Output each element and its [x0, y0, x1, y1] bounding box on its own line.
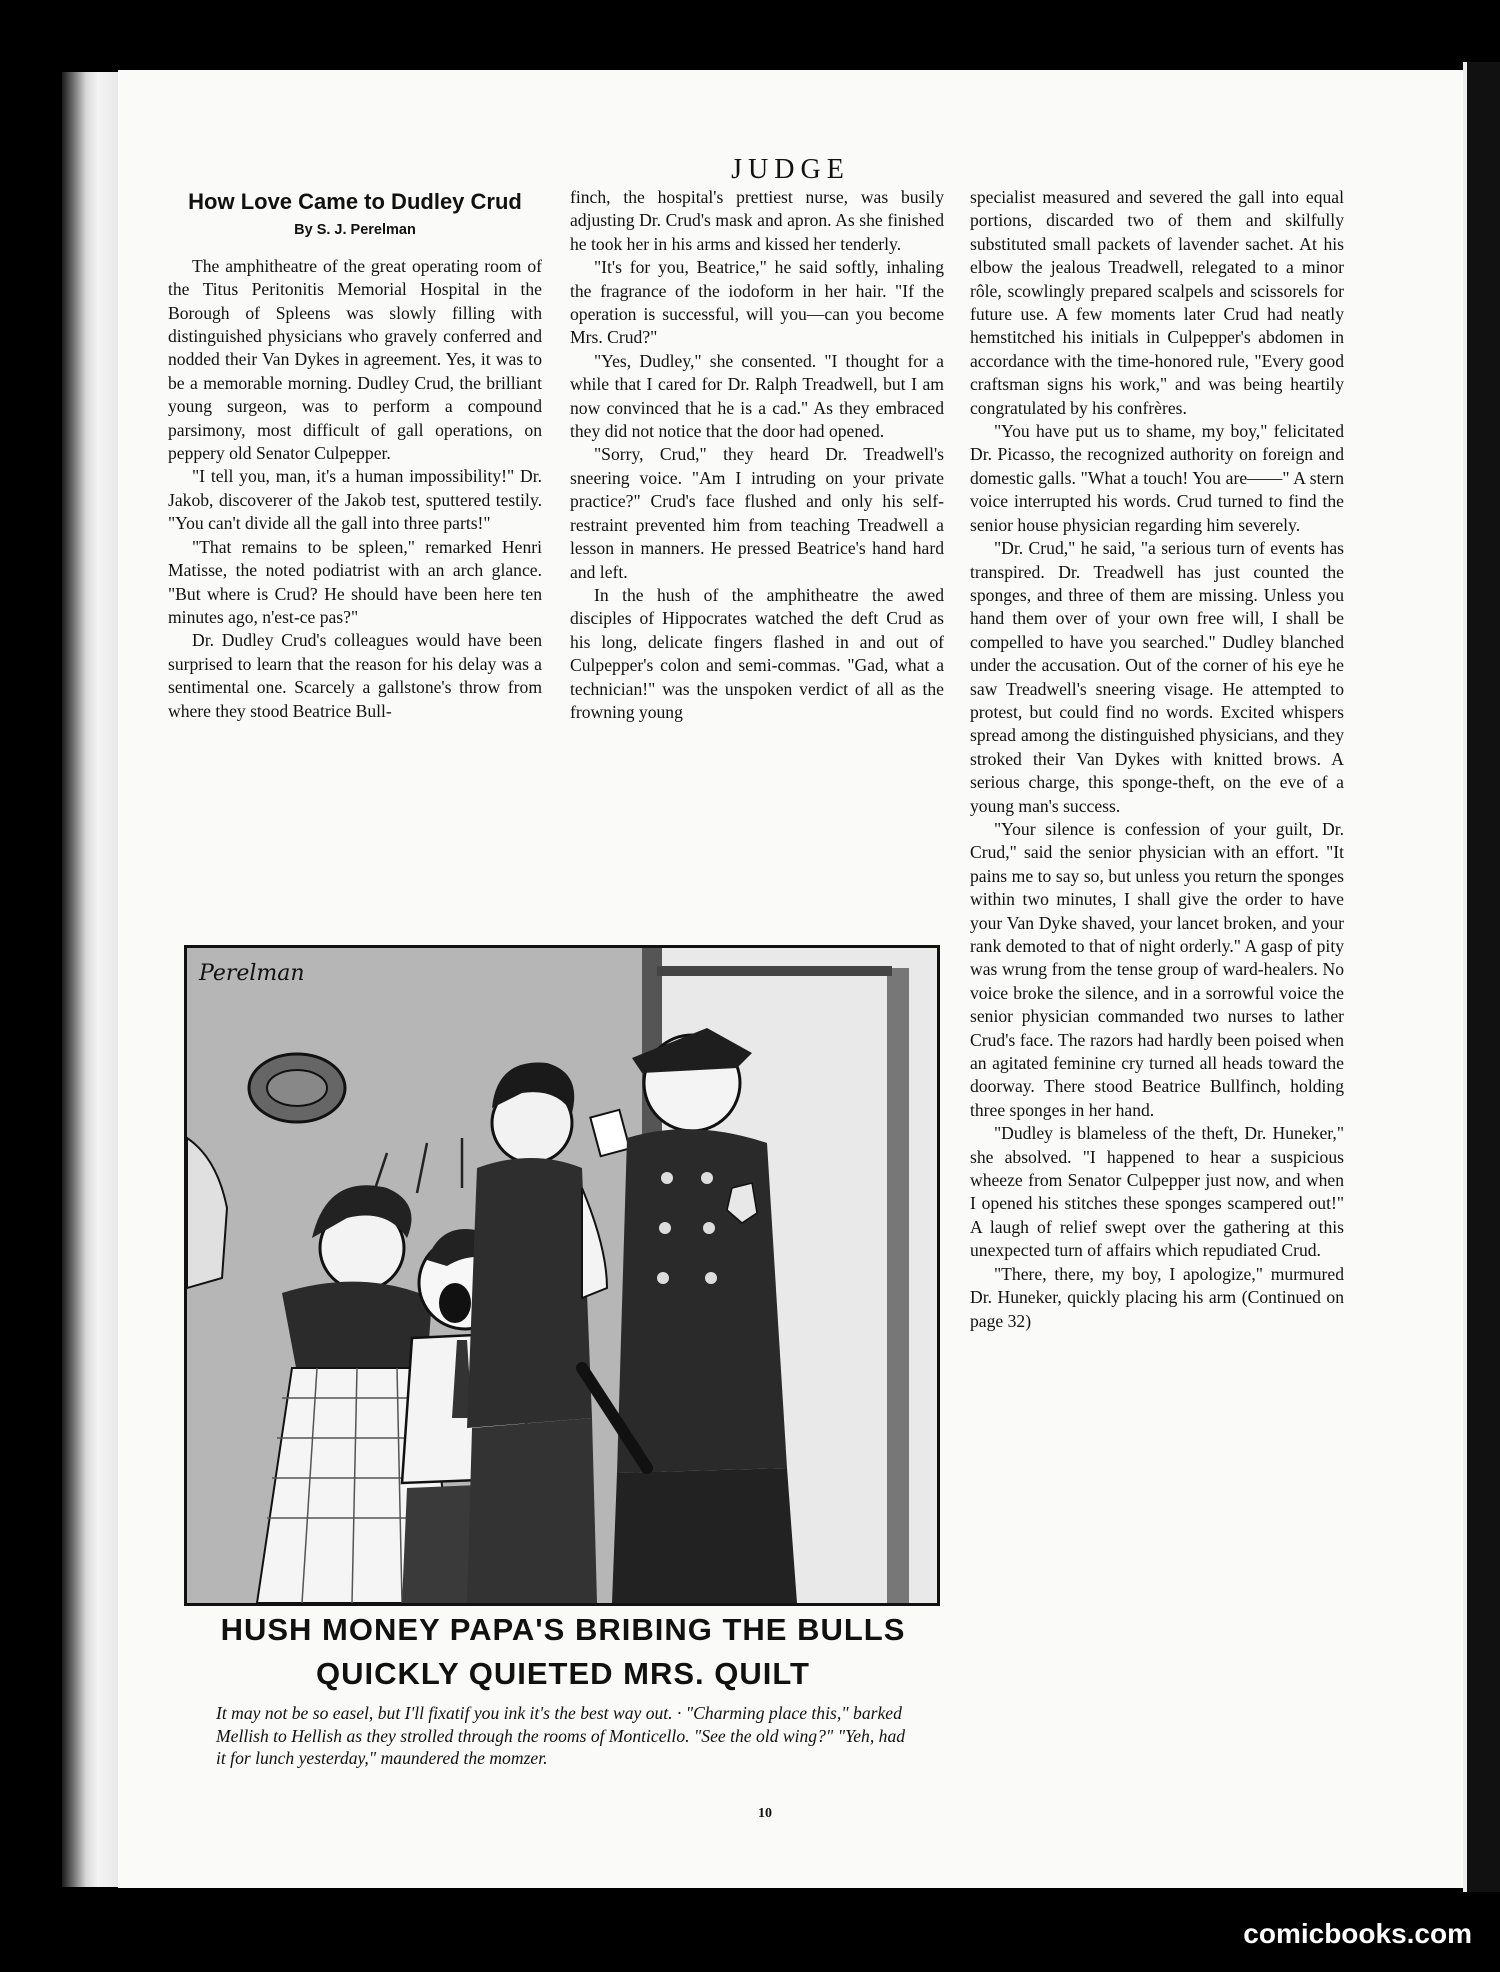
cartoon-caption: It may not be so easel, but I'll fixatif you ink it's the best way out. · "Charming place this," barked Mellish to Hellish as they strolled through the rooms of Monticello. "See the old wing?" "Yeh, had it for lunch yesterday," maundered the momzer.: [216, 1703, 906, 1768]
magazine-page: [118, 70, 1465, 1888]
paragraph: "It's for you, Beatrice," he said softly, inhaling the fragrance of the iodoform in her hair. "If the operation is successful, will you—can you become Mrs. Crud?": [570, 257, 944, 348]
article-byline: By S. J. Perelman: [294, 222, 416, 239]
paragraph: "Sorry, Crud," they heard Dr. Treadwell's sneering voice. "Am I intruding on your private practice?" Crud's face flushed and only his self-restraint prevented him from teaching Treadwell a lesson in manners. He pressed Beatrice's hand hard and left.: [570, 444, 944, 582]
paragraph: specialist measured and severed the gall into equal portions, discarded two of them and skilfully substituted small packets of lavender sachet. At his elbow the jealous Treadwell, relegated to a minor rôle, scowlingly prepared scalpels and scissorels for future use. A few moments later Crud had neatly hemstitched his initials in Culpepper's abdomen in accordance with the time-honored rule, "Every good craftsman signs his work," and was being heartily congratulated by his confrères.: [970, 187, 1344, 418]
magazine-header: JUDGE: [731, 154, 850, 185]
article-column-2: [570, 186, 944, 724]
cartoon-signature: Perelman: [199, 961, 305, 986]
book-spine: [62, 72, 122, 1887]
paragraph: "There, there, my boy, I apologize," murmured Dr. Huneker, quickly placing his arm (Continued on page 32): [970, 1263, 1344, 1331]
cartoon-illustration: [184, 945, 940, 1606]
paragraph: "I tell you, man, it's a human impossibility!" Dr. Jakob, discoverer of the Jakob test, sputtered testily. "You can't divide all the gall into three parts!": [168, 466, 542, 534]
article-column-3: [970, 186, 1344, 1333]
cartoon-headline: [168, 1608, 958, 1696]
cartoon-headline-line-1: HUSH MONEY PAPA'S BRIBING THE BULLS: [220, 1612, 906, 1647]
paragraph: "You have put us to shame, my boy," felicitated Dr. Picasso, the recognized authority on foreign and domestic galls. "What a touch! You are——" A stern voice interrupted his words. Crud turned to find the senior house physician regarding him severely.: [970, 421, 1344, 535]
paragraph: "Dr. Crud," he said, "a serious turn of events has transpired. Dr. Treadwell has just counted the sponges, and three of them are missing. Unless you hand them over of your own free will, I shall be compelled to have you searched." Dudley blanched under the accusation. Out of the corner of his eye he saw Treadwell's sneering visage. He attempted to protest, but could find no words. Excited whispers spread among the distinguished physicians, and they stroked their Van Dykes with knitted brows. A serious charge, this sponge-theft, on the eve of a young man's success.: [970, 538, 1344, 816]
page-number: 10: [758, 1806, 772, 1821]
paragraph: Dr. Dudley Crud's colleagues would have been surprised to learn that the reason for his delay was a sentimental one. Scarcely a gallstone's throw from where they stood Beatrice Bull-: [168, 630, 542, 721]
paragraph: In the hush of the amphitheatre the awed disciples of Hippocrates watched the deft Crud as his long, delicate fingers flashed in and out of Culpepper's colon and semi-commas. "Gad, what a technician!" was the unspoken verdict of all as the frowning young: [570, 584, 944, 722]
cartoon-drawing: [187, 948, 937, 1603]
article-column-1: [168, 186, 542, 723]
paragraph: "That remains to be spleen," remarked Henri Matisse, the noted podiatrist with an arch glance. "But where is Crud? He should have been here ten minutes ago, n'est-ce pas?": [168, 536, 542, 627]
paragraph: The amphitheatre of the great operating room of the Titus Peritonitis Memorial Hospital in the Borough of Spleens was slowly filling with distinguished physicians who gravely conferred and nodded their Van Dykes in agreement. Yes, it was to be a memorable morning. Dudley Crud, the brilliant young surgeon, was to perform a compound parsimony, most difficult of gall operations, on peppery old Senator Culpepper.: [168, 255, 542, 464]
paragraph: finch, the hospital's prettiest nurse, was busily adjusting Dr. Crud's mask and apron. As she finished he took her in his arms and kissed her tenderly.: [570, 187, 944, 254]
cartoon-headline-line-2: QUICKLY QUIETED MRS. QUILT: [316, 1656, 810, 1691]
paragraph: "Yes, Dudley," she consented. "I thought for a while that I cared for Dr. Ralph Treadwell, but I am now convinced that he is a cad." As they embraced they did not notice that the door had opened.: [570, 350, 944, 442]
article-title: How Love Came to Dudley Crud: [188, 189, 522, 214]
adjacent-page-edge: [1463, 62, 1500, 1892]
paragraph: "Your silence is confession of your guilt, Dr. Crud," said the senior physician with an effort. "It pains me to say so, but unless you return the sponges within two minutes, I shall give the order to have your Van Dyke shaved, your lancet broken, and your rank demoted to that of night orderly." A gasp of pity was wrung from the tense group of ward-healers. No voice broke the silence, and in a sorrowful voice the senior physician commanded two nurses to lather Crud's face. The razors had hardly been poised when an agitated feminine cry turned all heads toward the doorway. There stood Beatrice Bullfinch, holding three sponges in her hand.: [970, 818, 1344, 1120]
paragraph: "Dudley is blameless of the theft, Dr. Huneker," she absolved. "I happened to hear a suspicious wheeze from Senator Culpepper just now, and when I opened his stitches these sponges scampered out!" A laugh of relief swept over the gathering at this unexpected turn of affairs which repudiated Crud.: [970, 1123, 1344, 1261]
watermark: comicbooks.com: [1243, 1918, 1472, 1949]
